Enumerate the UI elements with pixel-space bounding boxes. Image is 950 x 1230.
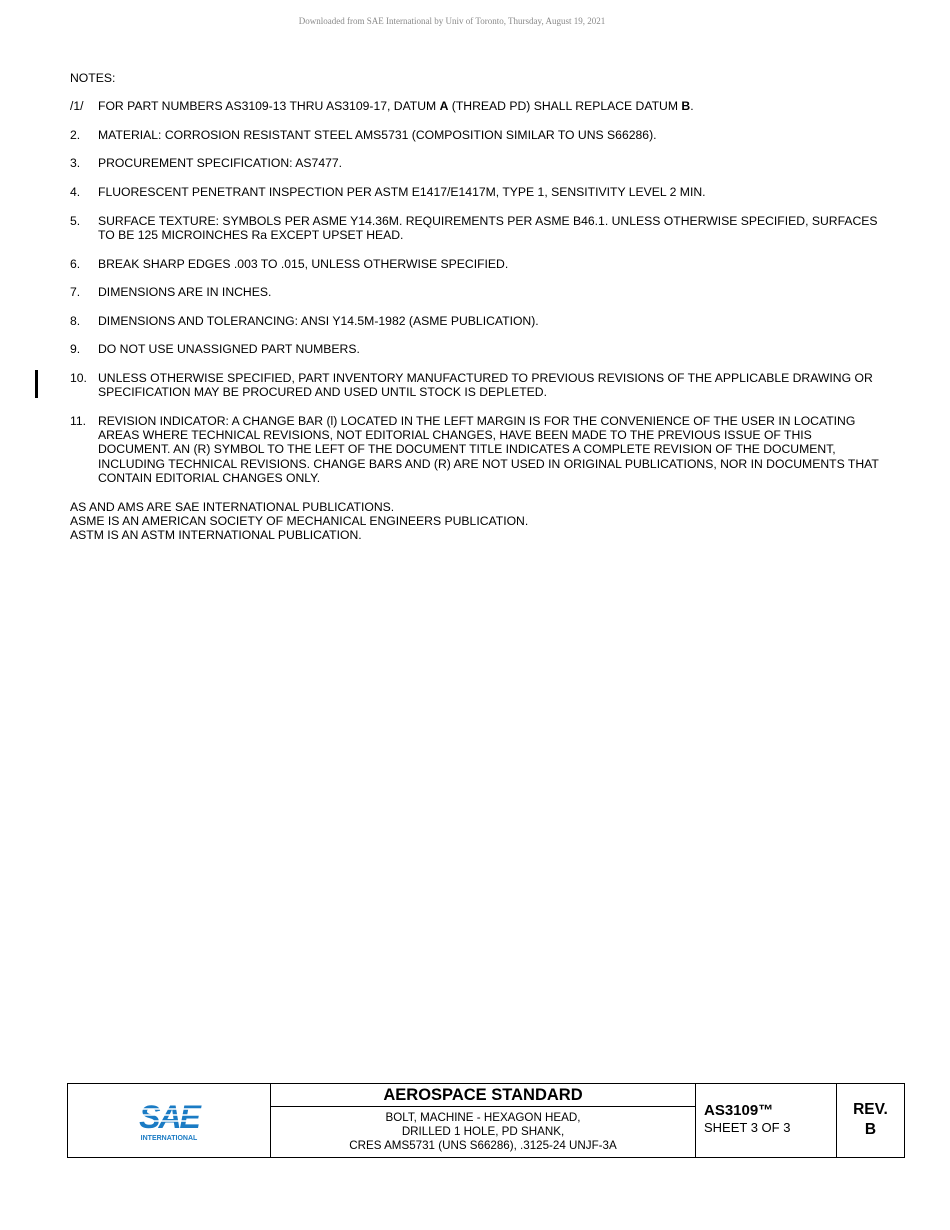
note-text: DO NOT USE UNASSIGNED PART NUMBERS.	[98, 342, 360, 357]
title-cell	[271, 1084, 696, 1157]
note-item	[70, 314, 885, 328]
revision-cell	[837, 1084, 904, 1157]
note-item	[70, 342, 885, 356]
description-line: CRES AMS5731 (UNS S66286), .3125-24 UNJF-3A	[349, 1139, 617, 1152]
note-item	[70, 156, 885, 170]
notes-section	[70, 71, 885, 543]
note-item	[70, 128, 885, 142]
notes-title: NOTES:	[70, 71, 116, 85]
note-number: 9.	[70, 342, 81, 357]
description-line: DRILLED 1 HOLE, PD SHANK,	[401, 1125, 565, 1138]
logo-subtext: INTERNATIONAL	[140, 1134, 198, 1142]
note-text-part: .	[690, 99, 694, 114]
note-item	[70, 414, 885, 485]
publication-line: AS AND AMS ARE SAE INTERNATIONAL PUBLICATIONS.	[70, 499, 395, 514]
revision-value: B	[864, 1121, 877, 1138]
datum-a-label: A	[439, 99, 449, 114]
note-number: 10.	[70, 370, 87, 385]
note-item	[70, 285, 885, 299]
publications-list	[70, 500, 885, 543]
note-item	[70, 99, 885, 113]
note-number: 4.	[70, 185, 81, 200]
description-line: BOLT, MACHINE - HEXAGON HEAD,	[385, 1111, 581, 1124]
note-text: MATERIAL: CORROSION RESISTANT STEEL AMS5731 (COMPOSITION SIMILAR TO UNS S66286).	[98, 127, 657, 142]
note-item	[70, 214, 885, 243]
note-number: 2.	[70, 127, 81, 142]
note-text: DIMENSIONS AND TOLERANCING: ANSI Y14.5M-1982 (ASME PUBLICATION).	[98, 313, 539, 328]
publication-line: ASTM IS AN ASTM INTERNATIONAL PUBLICATION.	[70, 528, 362, 543]
title-block	[67, 1083, 905, 1158]
note-text	[98, 99, 885, 113]
note-number: 6.	[70, 256, 81, 271]
sae-logo	[129, 1099, 209, 1143]
note-text: BREAK SHARP EDGES .003 TO .015, UNLESS OTHERWISE SPECIFIED.	[98, 256, 509, 271]
note-text-part: (THREAD PD) SHALL REPLACE DATUM	[448, 99, 682, 114]
note-text: SURFACE TEXTURE: SYMBOLS PER ASME Y14.36M. REQUIREMENTS PER ASME B46.1. UNLESS OTHERWISE SPECIFIED, SURFACES TO BE 125 MICROINCHES Ra EXCEPT UPSET HEAD.	[98, 213, 878, 242]
note-item	[70, 257, 885, 271]
note-item	[70, 185, 885, 199]
note-text: PROCUREMENT SPECIFICATION: AS7477.	[98, 156, 343, 171]
note-number: 8.	[70, 313, 81, 328]
note-number: 7.	[70, 285, 81, 300]
note-text-part: FOR PART NUMBERS AS3109-13 THRU AS3109-17, DATUM	[98, 99, 440, 114]
note-text: UNLESS OTHERWISE SPECIFIED, PART INVENTORY MANUFACTURED TO PREVIOUS REVISIONS OF THE APPLICABLE DRAWING OR SPECIFICATION MAY BE PROCURED AND USED UNTIL STOCK IS DEPLETED.	[98, 370, 873, 400]
revision-label: REV.	[853, 1101, 888, 1118]
document-number: AS3109™	[704, 1102, 774, 1119]
note-text: DIMENSIONS ARE IN INCHES.	[98, 285, 272, 300]
note-number: 11.	[70, 413, 87, 428]
logo-text: SAE	[139, 1098, 199, 1135]
note-number: 5.	[70, 213, 81, 228]
download-notice: Downloaded from SAE International by Univ of Toronto, Thursday, August 19, 2021	[298, 16, 606, 26]
change-bar	[35, 370, 38, 398]
note-number: 3.	[70, 156, 81, 171]
note-item	[70, 371, 885, 400]
note-text: REVISION INDICATOR: A CHANGE BAR (l) LOCATED IN THE LEFT MARGIN IS FOR THE CONVENIENCE OF THE USER IN LOCATING AREAS WHERE TECHNICAL REVISIONS, NOT EDITORIAL CHANGES, HAVE BEEN MADE TO THE PREVIOUS ISSUE OF THIS DOCUMENT. AN (R) SYMBOL TO THE LEFT OF THE DOCUMENT TITLE INDICATES A COMPLETE REVISION OF THE DOCUMENT, INCLUDING TECHNICAL REVISIONS. CHANGE BARS AND (R) ARE NOT USED IN ORIGINAL PUBLICATIONS, NOR IN DOCUMENTS THAT CONTAIN EDITORIAL CHANGES ONLY.	[98, 413, 879, 486]
document-cell	[696, 1084, 837, 1157]
sheet-number: SHEET 3 OF 3	[704, 1120, 791, 1135]
datum-b-label: B	[681, 99, 691, 114]
standard-heading: AEROSPACE STANDARD	[271, 1084, 695, 1107]
note-text: FLUORESCENT PENETRANT INSPECTION PER ASTM E1417/E1417M, TYPE 1, SENSITIVITY LEVEL 2 MIN.	[98, 185, 706, 200]
note-number: /1/	[70, 99, 84, 114]
publication-line: ASME IS AN AMERICAN SOCIETY OF MECHANICAL ENGINEERS PUBLICATION.	[70, 513, 529, 528]
logo-cell	[68, 1084, 271, 1157]
part-description	[271, 1107, 695, 1157]
